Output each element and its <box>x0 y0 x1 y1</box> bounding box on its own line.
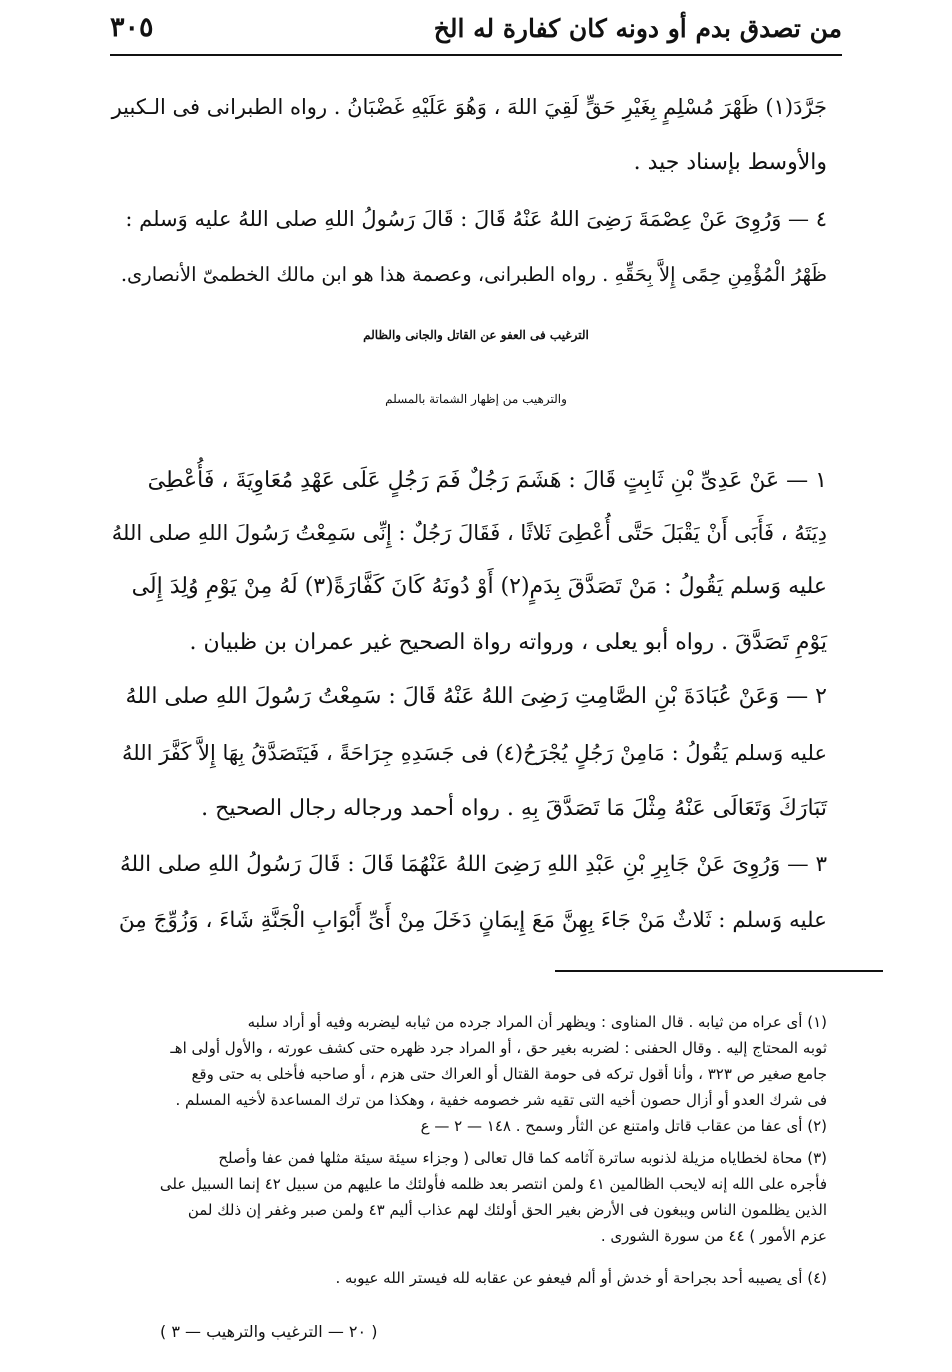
page-header <box>110 6 842 56</box>
text-line: ظَهْرُ الْمُؤْمِنِ حِمًى إِلاَّ بِحَقِّهِ . رواه الطبرانى، وعصمة هذا هو ابن مالك الخطمىّ الأنصارى. <box>120 263 827 286</box>
text-line: عليه وَسلم يَقُولُ : مَنْ تَصَدَّقَ بِدَمٍ(٢) أَوْ دُونَهُ كَانَ كَفَّارَةً(٣) لَهُ مِنْ يَوْمِ وُلِدَ إِلَى <box>131 574 827 599</box>
text-line: ٣ — وَرُوِىَ عَنْ جَابِرِ بْنِ عَبْدِ اللهِ رَضِىَ اللهُ عَنْهُمَا قَالَ : قَالَ رَسُولُ اللهِ صلى اللهُ <box>119 852 827 877</box>
section-title: الترغيب فى العفو عن القاتل والجانى والظالم <box>363 328 589 342</box>
footnote-line: فأجره على الله إنه لايحب الظالمين ٤١ ولمن انتصر بعد ظلمه فأولئك ما عليهم من سبيل ٤٢ إنما السبيل على <box>159 1175 827 1193</box>
section-subtitle: والترهيب من إظهار الشماتة بالمسلم <box>385 392 567 406</box>
text-line: عليه وَسلم : ثَلاثٌ مَنْ جَاءَ بِهِنَّ مَعَ إِيمَانٍ دَخَلَ مِنْ أَىِّ أَبْوَابِ الْجَنَّةِ شَاءَ ، وَزُوِّجَ مِنَ <box>118 908 827 933</box>
text-line: يَوْمِ تَصَدَّقَ . رواه أبو يعلى ، ورواته رواة الصحيح غير عمران بن ظبيان . <box>189 630 827 655</box>
text-line: عليه وَسلم يَقُولُ : مَامِنْ رَجُلٍ يُجْرَحُ(٤) فى جَسَدِهِ جِرَاحَةً ، فَيَتَصَدَّقُ بِهَا إِلاَّ كَفَّرَ اللهُ <box>122 741 827 765</box>
page-number: ٣٠٥ <box>110 12 154 43</box>
footnote-line: فى شرك العدو أو أزال حصون أخيه التى تقيه شر خصومه خفية ، وهكذا من ترك المساعدة لأخيه المسلم . <box>175 1091 827 1109</box>
text-line: ٤ — وَرُوِىَ عَنْ عِصْمَةَ رَضِىَ اللهُ عَنْهُ قَالَ : قَالَ رَسُولُ اللهِ صلى اللهُ عليه وَسلم : <box>125 207 827 231</box>
footnote-divider <box>555 970 883 972</box>
running-title: من تصدق بدم أو دونه كان كفارة له الخ <box>433 14 842 43</box>
text-line: دِيَتَهُ ، فَأَبَى أَنْ يَقْبَلَ حَتَّى أُعْطِىَ ثَلاثًا ، فَقَالَ رَجُلٌ : إِنِّى سَمِعْتُ رَسُولَ اللهِ صلى اللهُ <box>111 521 827 545</box>
text-line: ٢ — وَعَنْ عُبَادَةَ بْنِ الصَّامِتِ رَضِىَ اللهُ عَنْهُ قَالَ : سَمِعْتُ رَسُولَ اللهِ صلى اللهُ <box>125 684 827 709</box>
text-line: جَرَّدَ(١) ظَهْرَ مُسْلِمٍ بِغَيْرِ حَقٍّ لَقِيَ اللهَ ، وَهُوَ عَلَيْهِ غَضْبَانُ . رواه الطبرانى فى الـكبير <box>111 95 827 119</box>
page-footer-signature: ( ٢٠ — الترغيب والترهيب — ٣ ) <box>160 1322 378 1341</box>
text-line: والأوسط بإسناد جيد . <box>633 150 827 175</box>
footnote-line: ثوبه المحتاج إليه . وقال الحفنى : لضربه بغير حق ، أو المراد جرد ظهره حتى كشف عورته ، والأول أولى اهـ <box>170 1039 827 1057</box>
footnote-line: (٣) محاة لخطاياه مزيلة لذنوبه ساترة آثامه كما قال تعالى ( وجزاء سيئة سيئة مثلها فمن عفا وأصلح <box>218 1149 827 1167</box>
footnote-line: (١) أى عراه من ثيابه . قال المناوى : ويظهر أن المراد جرده من ثيابه ليضربه وفيه أو أراد سلبه <box>247 1013 827 1031</box>
text-line: تَبَارَكَ وَتَعَالَى عَنْهُ مِثْلَ مَا تَصَدَّقَ بِهِ . رواه أحمد ورجاله رجال الصحيح . <box>201 796 827 821</box>
text-line: ١ — عَنْ عَدِىِّ بْنِ ثَابِتٍ قَالَ : هَشَمَ رَجُلٌ فَمَ رَجُلٍ عَلَى عَهْدِ مُعَاوِيَةَ ، فَأُعْطِىَ <box>147 468 827 493</box>
footnote-line: الذين يظلمون الناس ويبغون فى الأرض بغير الحق أولئك لهم عذاب أليم ٤٣ ولمن صبر وغفر إن ذلك لمن <box>187 1201 827 1219</box>
footnote-line: (٤) أى يصيبه أحد بجراحة أو خدش أو ألم فيعفو عن عقابه لله فيستر الله عيوبه . <box>335 1269 827 1287</box>
footnote-line: (٢) أى عفا من عقاب قاتل وامتنع عن الثأر وسمح . ١٤٨ — ٢ — ع <box>420 1117 827 1135</box>
footnote-line: جامع صغير ص ٣٢٣ ، وأنا أقول تركه فى حومة القتال أو العراك حتى هزم ، أو صاحبه فأخلى به حتى وقع <box>191 1065 827 1083</box>
footnote-line: عزم الأمور ) ٤٤ من سورة الشورى . <box>600 1227 827 1245</box>
